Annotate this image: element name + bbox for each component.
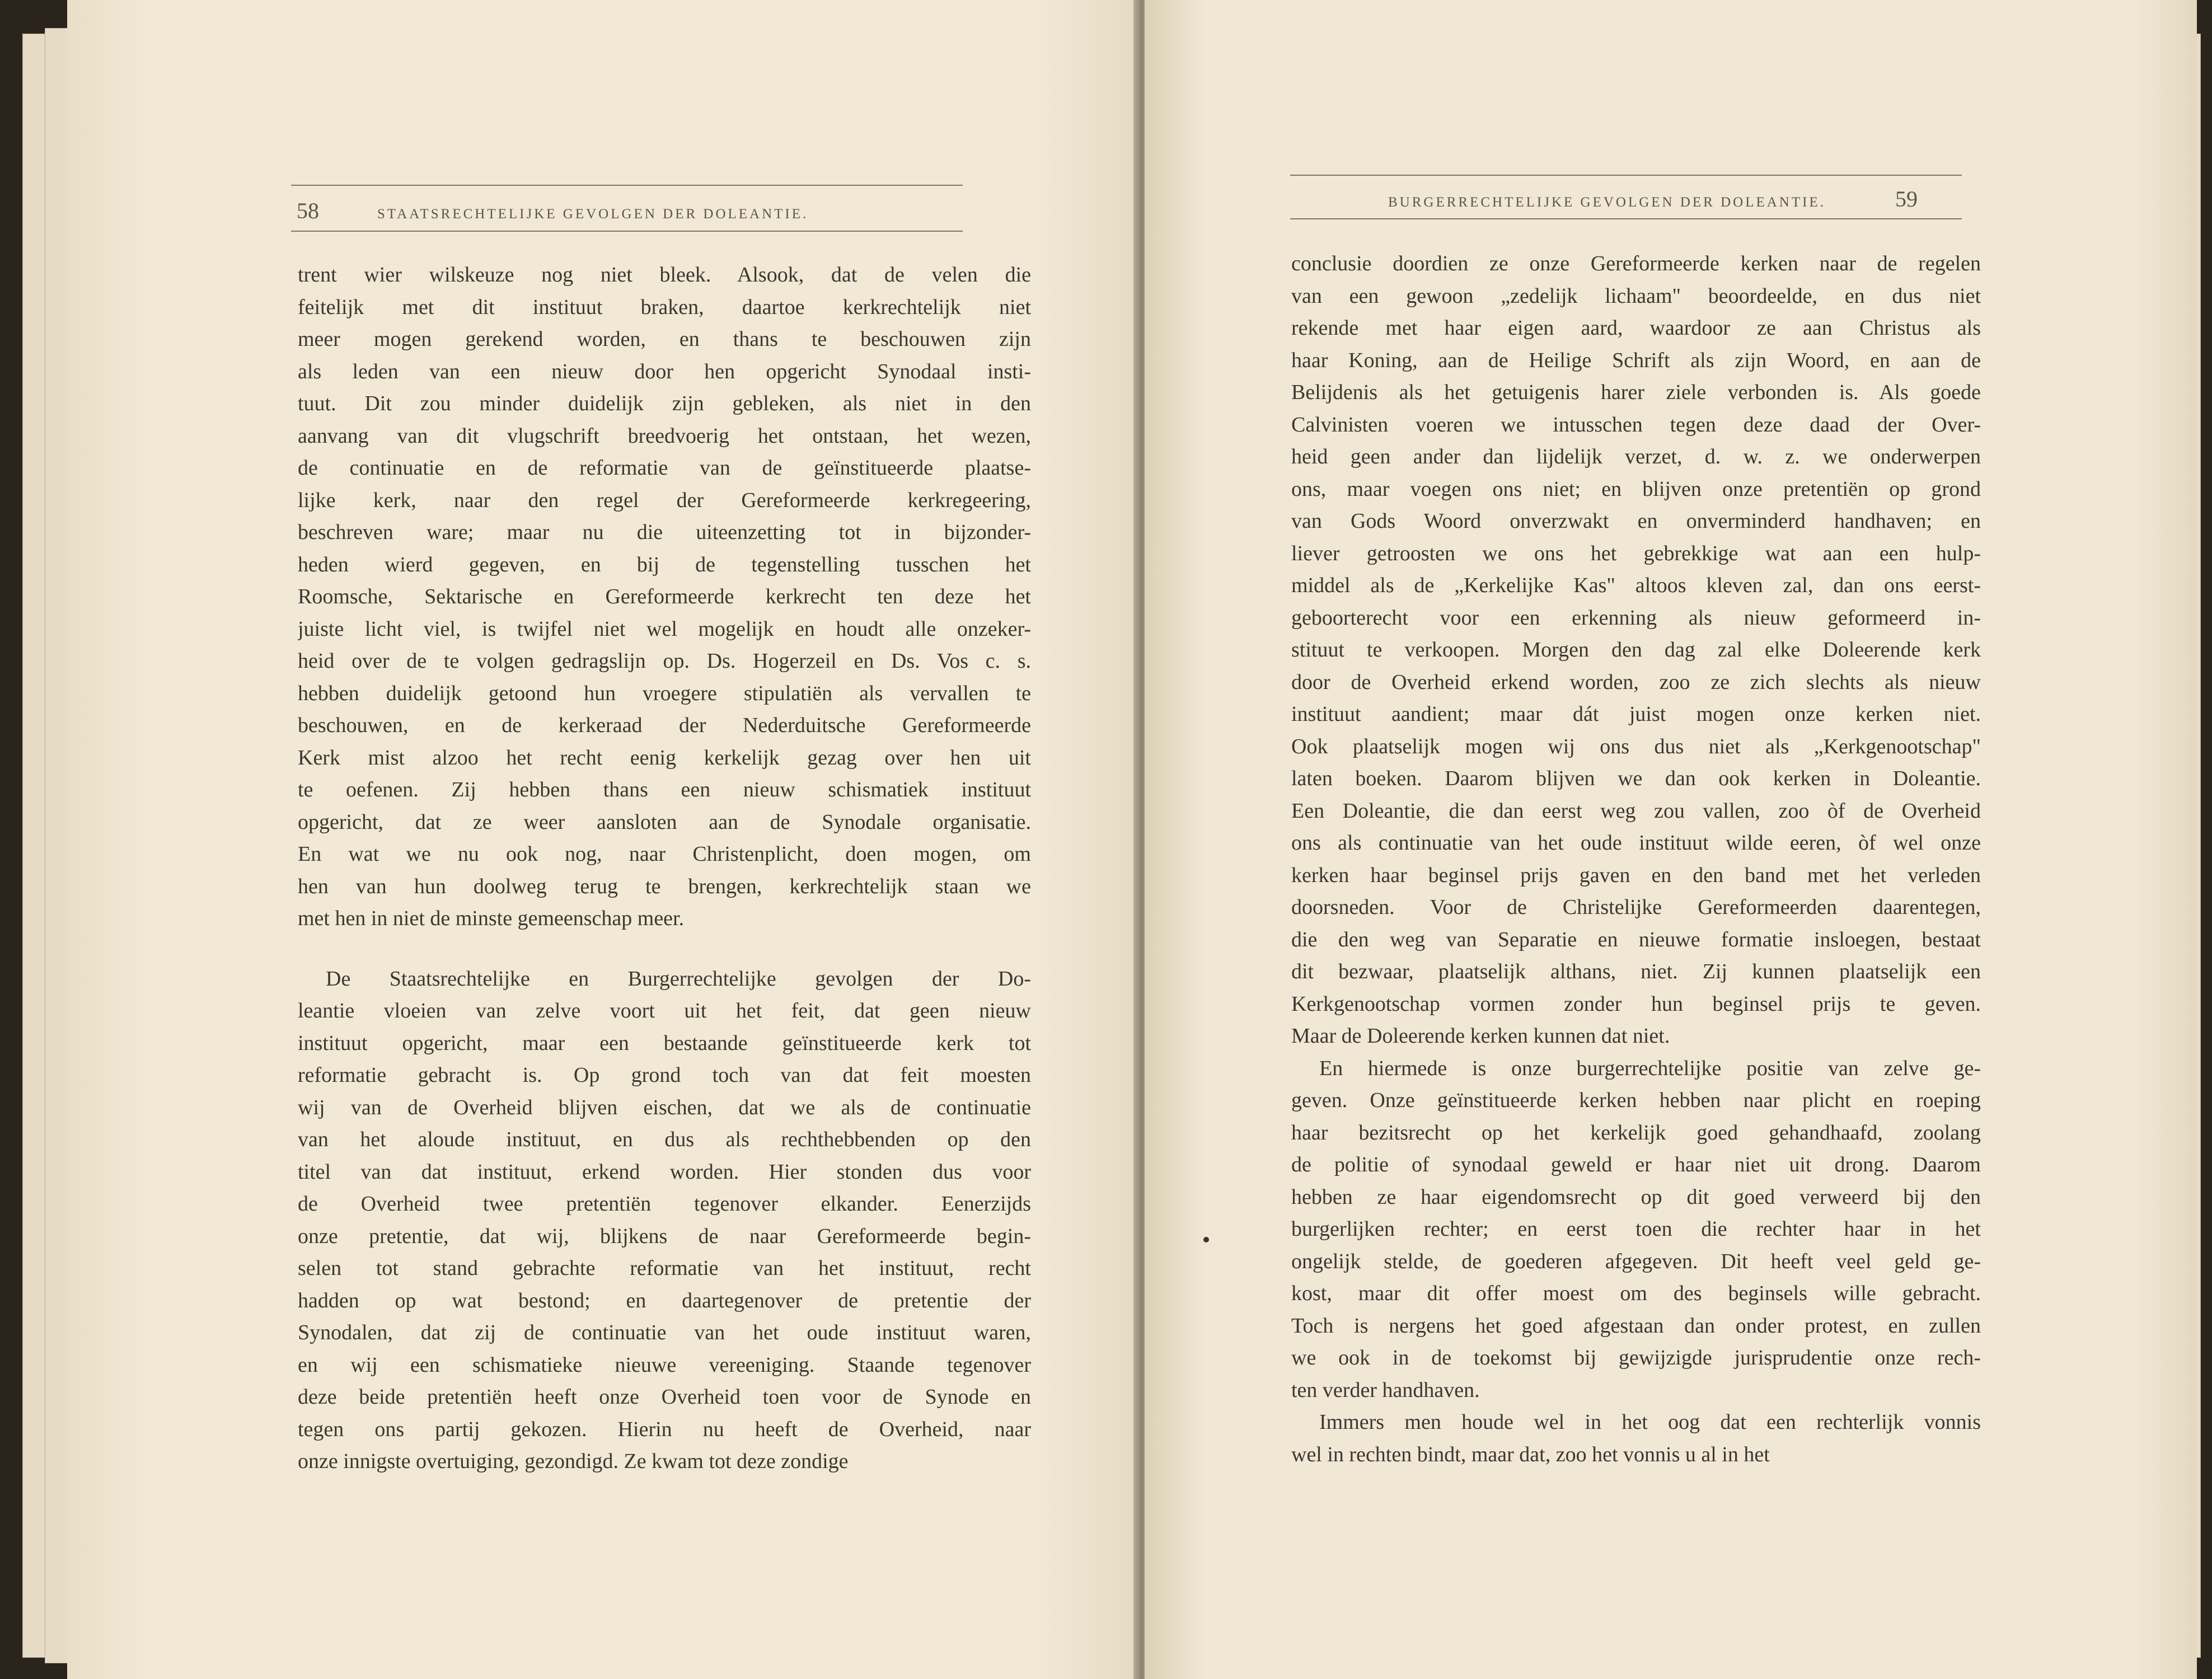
text-line: haar Koning, aan de Heilige Schrift als zijn Woord, en aan de xyxy=(1291,348,1981,372)
text-line: leantie vloeien van zelve voort uit het feit, dat geen nieuw xyxy=(298,999,1031,1023)
text-line: Een Doleantie, die dan eerst weg zou vallen, zoo òf de Overheid xyxy=(1291,799,1981,823)
text-line: meer mogen gerekend worden, en thans te beschouwen zijn xyxy=(298,327,1031,351)
text-line: instituut aandient; maar dát juist mogen onze kerken niet. xyxy=(1291,702,1981,726)
text-line: door de Overheid erkend worden, zoo ze zich slechts als nieuw xyxy=(1291,670,1981,694)
text-line: reformatie gebracht is. Op grond toch van dat feit moesten xyxy=(298,1063,1031,1087)
running-head: STAATSRECHTELIJKE GEVOLGEN DER DOLEANTIE. xyxy=(377,207,809,222)
text-line: van een gewoon „zedelijk lichaam" beoordeelde, en dus niet xyxy=(1291,284,1981,308)
running-head: BURGERRECHTELIJKE GEVOLGEN DER DOLEANTIE. xyxy=(1388,195,1826,210)
header-rule-top xyxy=(1290,175,1962,176)
text-line: doorsneden. Voor de Christelijke Gereformeerden daarentegen, xyxy=(1291,895,1981,919)
text-line: Maar de Doleerende kerken kunnen dat niet. xyxy=(1291,1024,1670,1048)
text-line: stituut te verkoopen. Morgen den dag zal elke Doleerende kerk xyxy=(1291,638,1981,662)
text-line: als leden van een nieuw door hen opgericht Synodaal insti- xyxy=(298,359,1031,383)
text-line: liever getroosten we ons het gebrekkige wat aan een hulp- xyxy=(1291,541,1981,565)
text-line: haar bezitsrecht op het kerkelijk goed gehandhaafd, zoolang xyxy=(1291,1120,1981,1145)
text-line: hebben ze haar eigendomsrecht op dit goed verweerd bij den xyxy=(1291,1185,1981,1209)
text-line: En wat we nu ook nog, naar Christenplicht, doen mogen, om xyxy=(298,842,1031,866)
text-line: tuut. Dit zou minder duidelijk zijn gebleken, als niet in den xyxy=(298,392,1031,415)
text-line: geven. Onze geïnstitueerde kerken hebben naar plicht en roeping xyxy=(1291,1089,1981,1112)
right-page-text xyxy=(1291,248,1981,1471)
text-line: en wij een schismatieke nieuwe vereeniging. Staande tegenover xyxy=(298,1353,1031,1377)
text-line: te oefenen. Zij hebben thans een nieuw schismatiek instituut xyxy=(298,778,1031,801)
text-line: we ook in de toekomst bij gewijzigde jurisprudentie onze rech- xyxy=(1291,1346,1981,1370)
text-line: Calvinisten voeren we intusschen tegen deze daad der Over- xyxy=(1291,412,1981,437)
text-line: onze pretentie, dat wij, blijkens de naar Gereformeerde begin- xyxy=(298,1224,1031,1248)
text-line: de continuatie en de reformatie van de geïnstitueerde plaatse- xyxy=(298,456,1031,480)
header-rule-bottom xyxy=(1290,218,1962,219)
text-line: titel van dat instituut, erkend worden. Hier stonden dus voor xyxy=(298,1160,1031,1184)
text-line: geboorterecht voor een erkenning als nieuw geformeerd in- xyxy=(1291,606,1981,630)
text-line: conclusie doordien ze onze Gereformeerde kerken naar de regelen xyxy=(1291,252,1981,275)
right-page-header xyxy=(1388,186,1918,212)
text-line: instituut opgericht, maar een bestaande geïnstitueerde kerk tot xyxy=(298,1031,1031,1055)
text-line: met hen in niet de minste gemeenschap meer. xyxy=(298,907,685,930)
paragraph-gap xyxy=(298,935,1031,963)
left-page-header xyxy=(297,198,808,224)
text-line: die den weg van Separatie en nieuwe formatie insloegen, bestaat xyxy=(1291,927,1981,951)
text-line: lijke kerk, naar den regel der Gereformeerde kerkregeering, xyxy=(298,488,1031,512)
text-line: Kerk mist alzoo het recht eenig kerkelijk gezag over hen uit xyxy=(298,745,1031,770)
text-line: heden wierd gegeven, en bij de tegenstelling tusschen het xyxy=(298,552,1031,576)
text-line: van het aloude instituut, en dus als rechthebbenden op den xyxy=(298,1128,1031,1151)
text-line: Belijdenis als het getuigenis harer ziele verbonden is. Als goede xyxy=(1291,381,1981,404)
text-line: wij van de Overheid blijven eischen, dat we als de continuatie xyxy=(298,1095,1031,1119)
text-line: trent wier wilskeuze nog niet bleek. Alsook, dat de velen die xyxy=(298,263,1031,287)
text-line: beschouwen, en de kerkeraad der Nederduitsche Gereformeerde xyxy=(298,714,1031,737)
text-line: kerken haar beginsel prijs gaven en den band met het verleden xyxy=(1291,863,1981,887)
text-line: rekende met haar eigen aard, waardoor ze aan Christus als xyxy=(1291,316,1981,340)
text-line: laten boeken. Daarom blijven we dan ook kerken in Doleantie. xyxy=(1291,767,1981,790)
text-line: van Gods Woord onverzwakt en onverminderd handhaven; en xyxy=(1291,509,1981,533)
text-line: De Staatsrechtelijke en Burgerrechtelijke gevolgen der Do- xyxy=(326,967,1031,991)
text-line: selen tot stand gebrachte reformatie van het instituut, recht xyxy=(298,1256,1031,1280)
text-line: Immers men houde wel in het oog dat een rechterlijk vonnis xyxy=(1319,1410,1981,1434)
text-line: Ook plaatselijk mogen wij ons dus niet als „Kerkgenootschap" xyxy=(1291,734,1981,758)
text-line: de Overheid twee pretentiën tegenover elkander. Eenerzijds xyxy=(298,1192,1031,1216)
text-line: ten verder handhaven. xyxy=(1291,1378,1480,1402)
text-line: Kerkgenootschap vormen zonder hun beginsel prijs te geven. xyxy=(1291,992,1981,1016)
text-line: dit bezwaar, plaatselijk althans, niet. Zij kunnen plaatselijk een xyxy=(1291,960,1981,983)
text-line: ons, maar voegen ons niet; en blijven onze pretentiën op grond xyxy=(1291,477,1981,501)
left-page xyxy=(67,0,1142,1679)
text-line: hen van hun doolweg terug te brengen, kerkrechtelijk staan we xyxy=(298,874,1031,898)
text-line: heid over de te volgen gedragslijn op. Ds. Hogerzeil en Ds. Vos c. s. xyxy=(298,649,1031,673)
page-number: 58 xyxy=(297,198,319,223)
text-line: burgerlijken rechter; en eerst toen die rechter haar in het xyxy=(1291,1217,1981,1241)
text-line: onze innigste overtuiging, gezondigd. Ze kwam tot deze zondige xyxy=(298,1450,849,1473)
text-line: Roomsche, Sektarische en Gereformeerde kerkrecht ten deze het xyxy=(298,585,1031,608)
text-line: heid geen ander dan lijdelijk verzet, d. w. z. we onderwerpen xyxy=(1291,445,1981,468)
text-line: aanvang van dit vlugschrift breedvoerig het ontstaan, het wezen, xyxy=(298,424,1031,448)
text-line: hadden op wat bestond; en daartegenover de pretentie der xyxy=(298,1288,1031,1312)
header-rule-top xyxy=(291,185,963,186)
page-number: 59 xyxy=(1895,186,1918,212)
text-line: Synodalen, dat zij de continuatie van het oude instituut waren, xyxy=(298,1321,1031,1344)
text-line: wel in rechten bindt, maar dat, zoo het vonnis u al in het xyxy=(1291,1442,1770,1466)
ink-spot xyxy=(1203,1237,1209,1242)
text-line: tegen ons partij gekozen. Hierin nu heeft de Overheid, naar xyxy=(298,1417,1031,1441)
text-line: deze beide pretentiën heeft onze Overheid toen voor de Synode en xyxy=(298,1385,1031,1409)
text-line: de politie of synodaal geweld er haar niet uit drong. Daarom xyxy=(1291,1153,1981,1176)
text-line: En hiermede is onze burgerrechtelijke positie van zelve ge- xyxy=(1319,1056,1981,1080)
text-line: hebben duidelijk getoond hun vroegere stipulatiën als vervallen te xyxy=(298,681,1031,705)
text-line: opgericht, dat ze weer aansloten aan de Synodale organisatie. xyxy=(298,810,1031,834)
text-line: ongelijk stelde, de goederen afgegeven. Dit heeft veel geld ge- xyxy=(1291,1249,1981,1273)
text-line: feitelijk met dit instituut braken, daartoe kerkrechtelijk niet xyxy=(298,295,1031,319)
right-page xyxy=(1145,0,2197,1679)
text-line: juiste licht viel, is twijfel niet wel mogelijk en houdt alle onzeker- xyxy=(298,617,1031,641)
text-line: ons als continuatie van het oude instituut wilde eeren, òf wel onze xyxy=(1291,831,1981,855)
text-line: middel als de „Kerkelijke Kas" altoos kleven zal, dan ons eerst- xyxy=(1291,574,1981,597)
text-line: kost, maar dit offer moest om des beginsels wille gebracht. xyxy=(1291,1282,1981,1305)
text-line: beschreven ware; maar nu die uiteenzetting tot in bijzonder- xyxy=(298,520,1031,544)
header-rule-bottom xyxy=(291,231,963,232)
left-page-text xyxy=(298,259,1031,1478)
text-line: Toch is nergens het goed afgestaan dan onder protest, en zullen xyxy=(1291,1314,1981,1338)
